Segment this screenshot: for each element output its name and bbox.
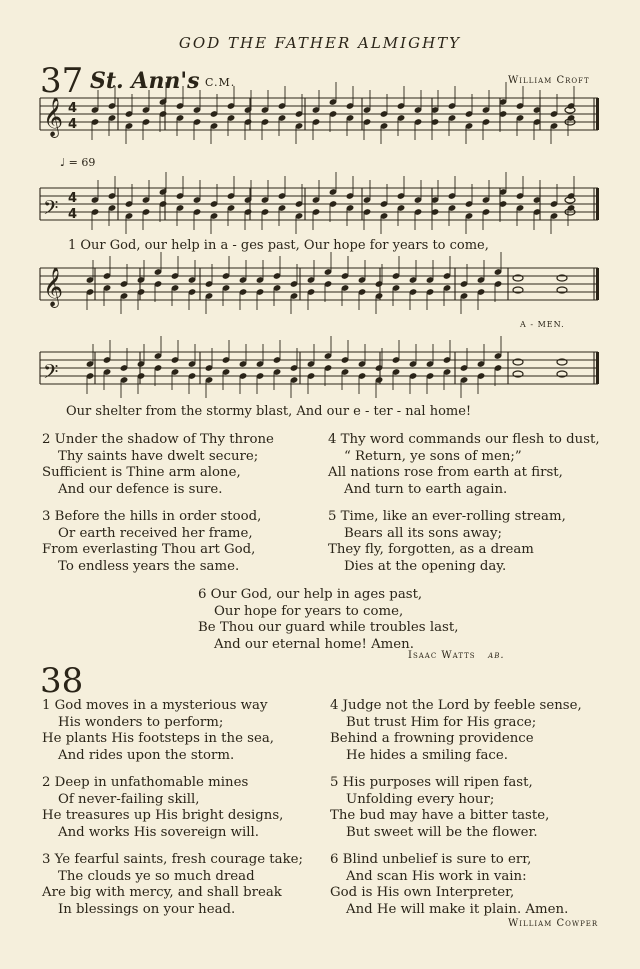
verse-line: All nations rose from earth at first, (328, 465, 563, 480)
verse-line: 6 Blind unbelief is sure to err, (330, 852, 532, 867)
verse-line: Our hope for years to come, (214, 603, 404, 619)
verse-line: 5 Time, like an ever-rolling stream, (328, 509, 566, 524)
verse-line: He treasures up His bright designs, (42, 808, 284, 823)
bass-clef-icon: 𝄢 (43, 360, 59, 388)
hymn-37-meter: C.M. (205, 76, 236, 89)
verse-line: He hides a smiling face. (346, 747, 508, 763)
hymn-38-stanza-1 (42, 698, 274, 764)
verse-line: God is His own Interpreter, (330, 885, 515, 900)
treble-clef-icon: 𝄞 (43, 97, 64, 137)
final-barline (596, 98, 599, 130)
author-note: ab. (488, 650, 505, 661)
hymn-38-number: 38 (40, 661, 84, 701)
final-barline (596, 188, 599, 220)
verse-line: Sufficient is Thine arm alone, (42, 465, 241, 480)
verse-line: He plants His footsteps in the sea, (42, 731, 275, 746)
verse-line: 3 Ye fearful saints, fresh courage take; (42, 852, 303, 867)
verse-line: And works His sovereign will. (58, 824, 260, 840)
verse-line: Are big with mercy, and shall break (42, 885, 282, 900)
verse-line: In blessings on your head. (58, 901, 236, 917)
verse-line: And our eternal home! Amen. (214, 636, 414, 652)
final-barline (596, 268, 599, 300)
verse-line: And rides upon the storm. (58, 747, 235, 763)
verse-line: His wonders to perform; (58, 714, 224, 730)
hymn-38-stanza-4 (330, 698, 582, 764)
final-barline (596, 352, 599, 384)
verse-line: 2 Under the shadow of Thy throne (42, 432, 274, 447)
verse-line: Unfolding every hour; (346, 791, 495, 807)
page-header: GOD THE FATHER ALMIGHTY (178, 34, 462, 52)
time-signature: 4 (68, 101, 78, 116)
verse-line: The clouds ye so much dread (58, 868, 255, 884)
hymn-37-tune-name: St. Ann's (90, 68, 200, 94)
verse-line: 5 His purposes will ripen fast, (330, 775, 533, 790)
hymn-37-stanza-4 (328, 432, 600, 498)
verse-line: To endless years the same. (58, 558, 240, 574)
hymn-37-stanza-2 (42, 432, 274, 498)
hymn-37-author (408, 650, 505, 661)
hymn-38-stanza-6 (330, 852, 568, 918)
verse-line: And our defence is sure. (58, 481, 223, 497)
treble-clef-icon: 𝄞 (43, 267, 64, 307)
verse-line: Dies at the opening day. (344, 558, 507, 574)
verse-line: 4 Thy word commands our flesh to dust, (328, 432, 600, 447)
verse-line: But trust Him for His grace; (346, 714, 537, 730)
verse-line: Bears all its sons away; (344, 525, 502, 541)
hymn-38-author: William Cowper (508, 918, 599, 929)
verse-line: 4 Judge not the Lord by feeble sense, (330, 698, 582, 713)
author-name: Isaac Watts (408, 650, 476, 661)
hymn-37-stanza-6 (198, 587, 458, 653)
hymn-37-stanza-3 (42, 509, 261, 575)
verse-line: From everlasting Thou art God, (42, 542, 256, 557)
time-signature: 4 (68, 207, 78, 222)
verse-line: Of never-failing skill, (58, 791, 200, 807)
verse-line: The bud may have a bitter taste, (330, 808, 550, 823)
hymn-37-stanza-5 (328, 509, 566, 575)
hymn-37-tempo: ♩ = 69 (60, 156, 96, 169)
verse-line: Be Thou our guard while troubles last, (198, 620, 459, 635)
verse-line: They fly, forgotten, as a dream (328, 542, 534, 557)
verse-line: 3 Before the hills in order stood, (42, 509, 262, 524)
hymn-38-stanza-2 (42, 775, 283, 841)
verse-line: 6 Our God, our help in ages past, (198, 587, 423, 602)
time-signature: 4 (68, 191, 78, 206)
hymn-37-composer: William Croft (508, 75, 590, 86)
verse-line: And turn to earth again. (344, 481, 508, 497)
verse-line: “ Return, ye sons of men;” (344, 448, 522, 464)
verse-line: 1 God moves in a mysterious way (42, 698, 268, 713)
hymn-37-amen-label: A - MEN. (520, 320, 565, 329)
time-signature: 4 (68, 117, 78, 132)
verse-line: And He will make it plain. Amen. (346, 901, 569, 917)
hymn-37-lyric-line-1: 1 Our God, our help in a - ges past, Our hope for years to come, (68, 238, 489, 253)
verse-line: 2 Deep in unfathomable mines (42, 775, 249, 790)
verse-line: But sweet will be the flower. (346, 824, 538, 840)
bass-clef-icon: 𝄢 (43, 196, 59, 224)
hymn-37-number: 37 (40, 61, 84, 101)
hymn-38-stanza-5 (330, 775, 549, 841)
verse-line: And scan His work in vain: (346, 868, 527, 884)
hymn-38-stanza-3 (42, 852, 303, 918)
verse-line: Behind a frowning providence (330, 731, 534, 746)
verse-line: Thy saints have dwelt secure; (58, 448, 259, 464)
hymn-37-lyric-line-2: Our shelter from the stormy blast, And our e - ter - nal home! (66, 404, 472, 419)
verse-line: Or earth received her frame, (58, 525, 253, 541)
